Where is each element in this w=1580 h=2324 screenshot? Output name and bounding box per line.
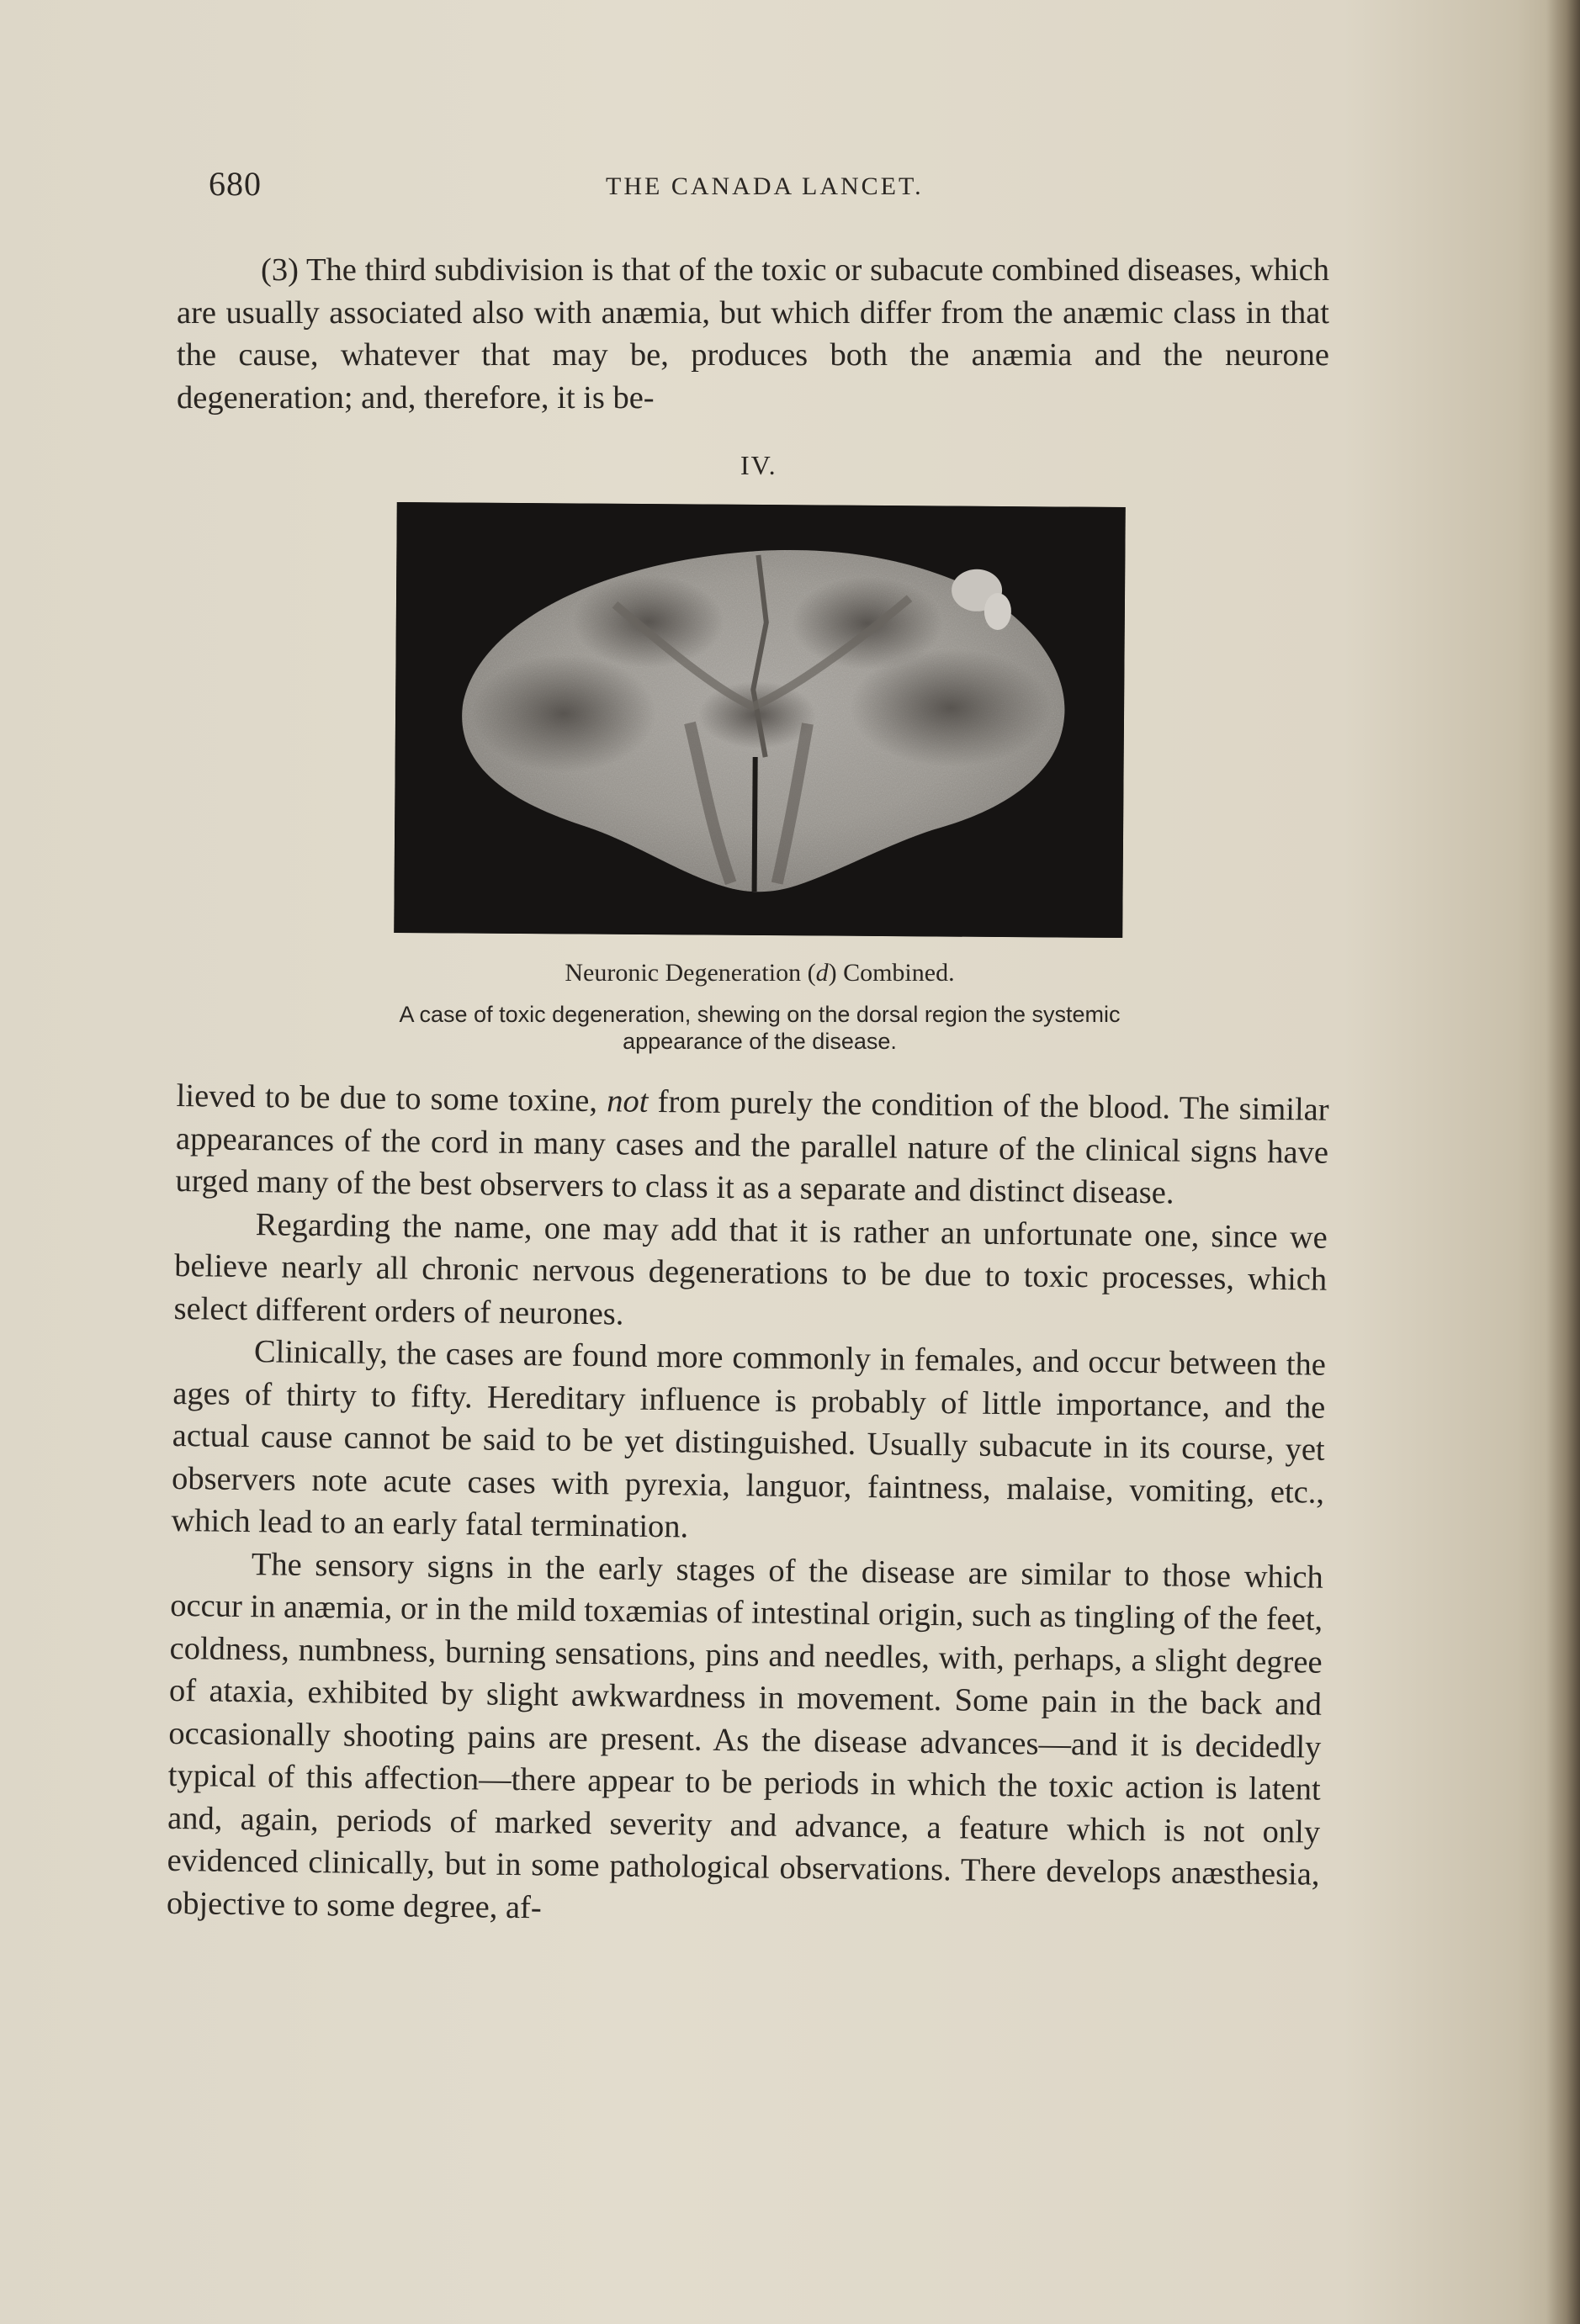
body-paragraph-3: Clinically, the cases are found more commonly in females, and occur between the ages of thirty to fifty. Hereditary influence is probably of little importance, and the actual cause cannot be said to be yet distinguished. Usually subacute in its course, yet observers note acute cases with pyrexia, languor, faintness, malaise, vomiting, etc., which lead to an early fatal termination.: [171, 1334, 1327, 1545]
running-head: THE CANADA LANCET.: [606, 172, 924, 200]
caption-title-prefix: Neuronic Degeneration (: [565, 959, 816, 987]
caption-title-italic: d: [815, 959, 829, 987]
caption-title-suffix: ) Combined.: [828, 959, 955, 987]
p1-text-before: lieved to be due to some toxine,: [176, 1077, 607, 1120]
figure-caption-title: [395, 959, 1124, 987]
body-paragraph-4: The sensory signs in the early stages of the disease are similar to those which occur in anæmia, or in the mild toxæmias of intestinal origin, such as tingling of the feet, coldness, numbness, burning sensations, pins and needles, with, perhaps, a slight degree of ataxia, exhibited by slight awkwardness in movement. Some pain in the back and occasionally shooting pains are present. As the disease advances—and it is decidedly typical of this affection—there appear to be periods in which the toxic action is latent and, again, periods of marked severity and advance, a feature which is not only evidenced clinically, but in some pathological observations. There develops anæsthesia, objective to some degree, af-: [166, 1546, 1324, 1925]
page-number: 680: [209, 165, 262, 203]
intro-text: [177, 249, 1329, 419]
figure-caption-body: A case of toxic degeneration, shewing on the dorsal region the systemic appearance of the disease.: [399, 1002, 1121, 1054]
body-paragraph-1: [175, 1075, 1329, 1216]
body-text: [167, 1075, 1329, 1939]
spinal-cord-section-illustration: [394, 502, 1126, 938]
figure-image: [394, 502, 1126, 938]
body-paragraph-2: Regarding the name, one may add that it is rather an unfortunate one, since we believe nearly all chronic nervous degenerations to be due to toxic processes, which select different orders of neurones.: [173, 1206, 1328, 1332]
figure-label: IV.: [740, 450, 777, 480]
page-header: [209, 164, 1344, 214]
page-edge-shadow: [1546, 0, 1580, 2324]
p1-text-after: from purely the condition of the blood. The similar appearances of the cord in many cases and the parallel nature of the clinical signs have urged many of the best observers to class it as a separate and distinct disease.: [175, 1083, 1329, 1211]
intro-paragraph: (3) The third subdivision is that of the toxic or subacute combined diseases, which are usually associated also with anæmia, but which differ from the anæmic class in that the cause, whatever that may be, produces both the anæmia and the neurone degeneration; and, therefore, it is be-: [177, 252, 1329, 416]
p1-italic-word: not: [606, 1083, 649, 1120]
